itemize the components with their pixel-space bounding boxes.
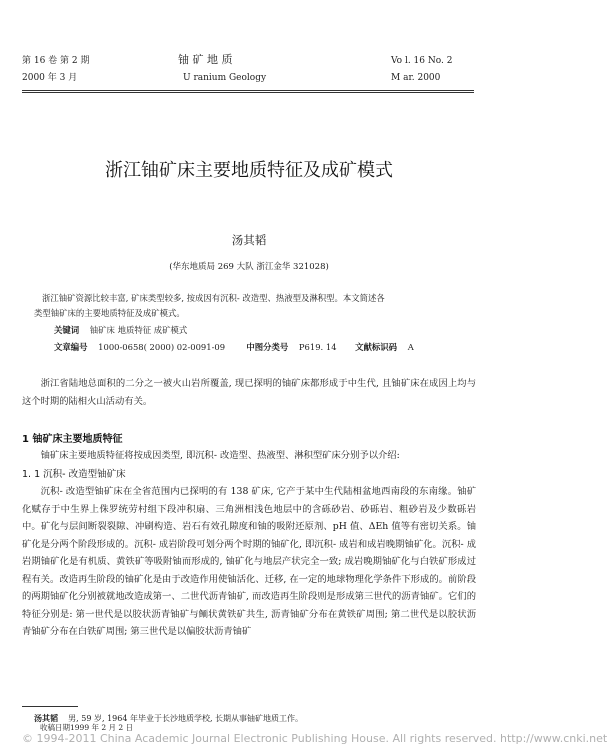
article-number-label: 文章编号: [54, 342, 88, 352]
author-name: 汤其韬: [231, 233, 267, 247]
document-code: A: [407, 342, 414, 352]
section-1-intro-text: 铀矿床主要地质特征将按成因类型, 即沉积- 改造型、热液型、淋积型矿床分别予以介绍:: [40, 450, 400, 461]
article-meta-row: [54, 340, 414, 355]
abstract-line-1: 浙江铀矿资源比较丰富, 矿床类型较多, 按成因有沉积- 改造型、热液型及淋积型。本文简述各: [42, 293, 385, 303]
intro-paragraph: [22, 375, 476, 410]
author-bio-name: 汤其韬: [34, 714, 58, 723]
author-bio-text: 男, 59 岁, 1964 年毕业于长沙地质学校, 长期从事铀矿地质工作。: [68, 714, 304, 723]
article-number: 1000-0658( 2000) 02-0091-09: [98, 342, 226, 352]
section-1-intro: [22, 447, 476, 465]
journal-name-en: U ranium Geology: [183, 73, 267, 83]
journal-name-cn: 铀 矿 地 质: [178, 53, 233, 66]
abstract-line-2: 类型铀矿床的主要地质特征及成矿模式。: [34, 308, 185, 318]
author-affiliation: (华东地质局 269 大队 浙江金华 321028): [169, 262, 329, 272]
document-code-label: 文献标识码: [355, 342, 398, 352]
intro-text: 浙江省陆地总面积的二分之一被火山岩所覆盖, 现已探明的铀矿床都形成于中生代, 且铀矿床在成因上均与这个时期的陆相火山活动有关。: [22, 378, 476, 407]
volume-issue-en: Vo l. 16 No. 2: [391, 56, 453, 66]
subsection-1-1-heading: 1. 1 沉积- 改造型铀矿床: [22, 469, 126, 480]
subsection-1-1-text: 沉积- 改造型铀矿床在全省范围内已探明的有 138 矿床, 它产于某中生代陆相盆地西南段的东南缘。铀矿化赋存于中生界上侏罗统劳村组下段冲积扇、三角洲相浅色地层中的含砾砂岩、砂砾岩、粗砂岩及少数砾岩中。矿化与层间断裂裂隙、冲刷构造、岩石有效孔隙度和铀的吸附还原剂、pH 值、ΔEh 值等有密切关系。铀矿化是分两个阶段形成的。沉积- 成岩阶段可划分两个时期的铀矿化, 即沉积- 成岩和成岩晚期铀矿化。沉积- 成岩期铀矿化是有机质、黄铁矿等吸附铀而形成的, 铀矿化与地层产状完全一致; 成岩晚期铀矿化与白铁矿形成过程有关。改造再生阶段的铀矿化是由于改造作用使铀活化、迁移, 在一定的地球物理化学条件下形成的。前阶段的两期铀矿化分别被就地改造成第一、二世代沥青铀矿, 而改造再生阶段则是形成第三世代的沥青铀矿。它们的特征分别是: 第一世代是以胶状沥青铀矿与鲕状黄铁矿共生, 沥青铀矿分布在黄铁矿周围; 第二世代是以胶状沥青铀矿分布在白铁矿周围; 第三世代是以偏胶状沥青铀矿: [22, 486, 476, 637]
month-year-en: M ar. 2000: [391, 73, 441, 83]
keywords-row: [54, 323, 187, 338]
article-title: 浙江铀矿床主要地质特征及成矿模式: [105, 160, 393, 181]
year-month-cn: 2000 年 3 月: [22, 73, 78, 83]
received-date: 收稿日期1999 年 2 月 2 日: [40, 723, 134, 732]
header-rule-bottom: [22, 92, 474, 93]
keywords-value: 铀矿床 地质特征 成矿模式: [89, 325, 188, 335]
section-1-heading: 1 铀矿床主要地质特征: [22, 434, 123, 445]
header-rule-top: [22, 90, 474, 91]
classification-number: P619. 14: [298, 342, 337, 352]
classification-label: 中图分类号: [246, 342, 289, 352]
subsection-1-1-body: [22, 483, 476, 641]
keywords-label: 关键词: [54, 325, 80, 335]
footnote-rule: [22, 706, 78, 707]
copyright-footer: © 1994-2011 China Academic Journal Electronic Publishing House. All rights reserved. http://www.cnki.net: [22, 732, 607, 745]
volume-issue-cn: 第 16 卷 第 2 期: [22, 56, 90, 66]
